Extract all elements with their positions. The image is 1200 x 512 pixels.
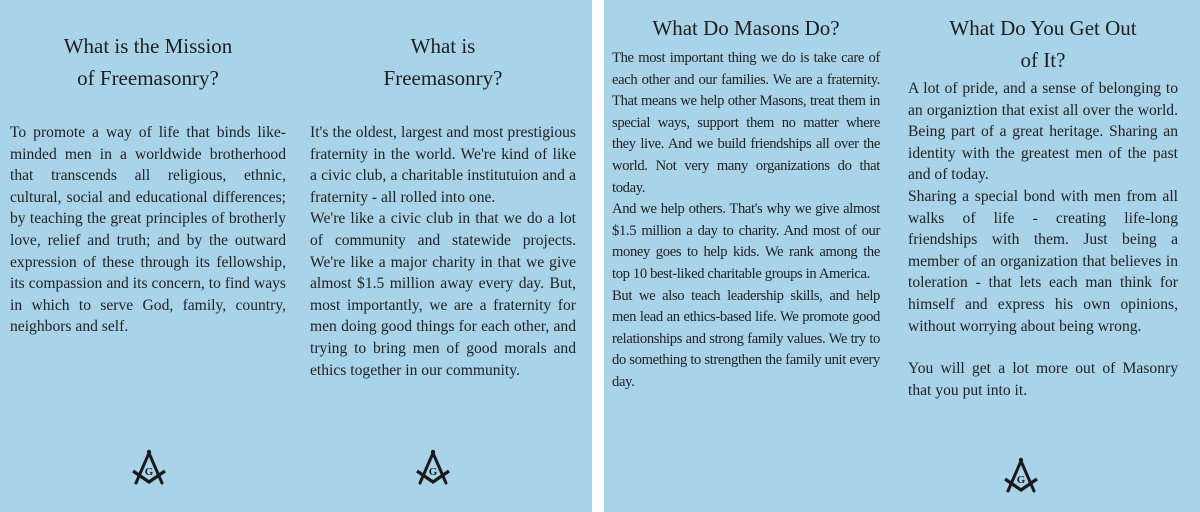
paragraph: But we also teach leadership skills, and help men lead an ethics-based life. We promote good relationships and strong family values. We try to do something to strengthen the family unit every day. [612,287,880,390]
panel-what-masons-do [612,0,880,512]
paragraph: You will get a lot more out of Masonry that you put into it. [908,360,1178,399]
square-and-compasses-icon [414,448,452,486]
paragraph: A lot of pride, and a sense of belonging to an organiztion that exist all over the world. Being part of a great heritage. Sharing an identity with the greatest men of the past and of today. [908,80,1178,184]
paragraph: Sharing a special bond with men from all walks of life - creating life-long friendships with them. Just being a member of an organization that believes in toleration - that lets each man think for himself and express his own opinions, without worrying about being wrong. [908,187,1178,335]
square-and-compasses-icon [130,448,168,486]
paragraph: To promote a way of life that binds like-minded men in a worldwide brotherhood that transcends all religious, ethnic, cultural, social and educational differences; by teaching the great principles of brotherly love, relief and truth; and by the outward expression of these through its fellowship, its compassion and its concern, to find ways in which to serve God, family, country, neighbors and self. [10,124,286,336]
title-line-1: What is the Mission [63,34,233,58]
title-line-2: of Freemasonry? [77,66,219,90]
title-line-1: What is [410,34,476,58]
paragraph: The most important thing we do is take care of each other and our families. We are a fraternity. That means we help other Masons, treat them in special ways, support them no matter where they live. And we build friendships all over the world. Not very many organizations do that today. [612,50,880,196]
panel-mission [10,0,286,512]
panel-what-is [310,0,576,512]
title-line-2: of It? [1020,48,1066,72]
panel-body [908,78,1178,401]
panel-title [10,30,286,94]
panel-title [908,12,1178,76]
brochure-card-left [0,0,592,512]
title-line-1: What Do Masons Do? [652,16,840,40]
title-line-1: What Do You Get Out [949,16,1137,40]
paragraph: We're like a civic club in that we do a lot of community and statewide projects. We're like a major charity in that we give almost $1.5 million away every day. But, most importantly, we are a fraternity for men doing good things for each other, and trying to bring men of good morals and ethics together in our community. [310,210,576,379]
square-and-compasses-icon [1002,456,1040,494]
paragraph: It's the oldest, largest and most prestigious fraternity in the world. We're kind of like a civic club, a charitable institutuion and a fraternity - all rolled into one. [310,124,576,206]
panel-title [612,12,880,44]
panel-body [612,48,880,394]
title-line-2: Freemasonry? [383,66,503,90]
brochure-card-right [604,0,1200,512]
paragraph: And we help others. That's why we give almost $1.5 million a day to charity. And most of our money goes to help kids. We rank among the top 10 best-liked charitable groups in America. [612,201,880,282]
panel-title [310,30,576,94]
panel-body [10,122,286,338]
panel-body [310,122,576,381]
panel-what-you-get [908,0,1178,512]
